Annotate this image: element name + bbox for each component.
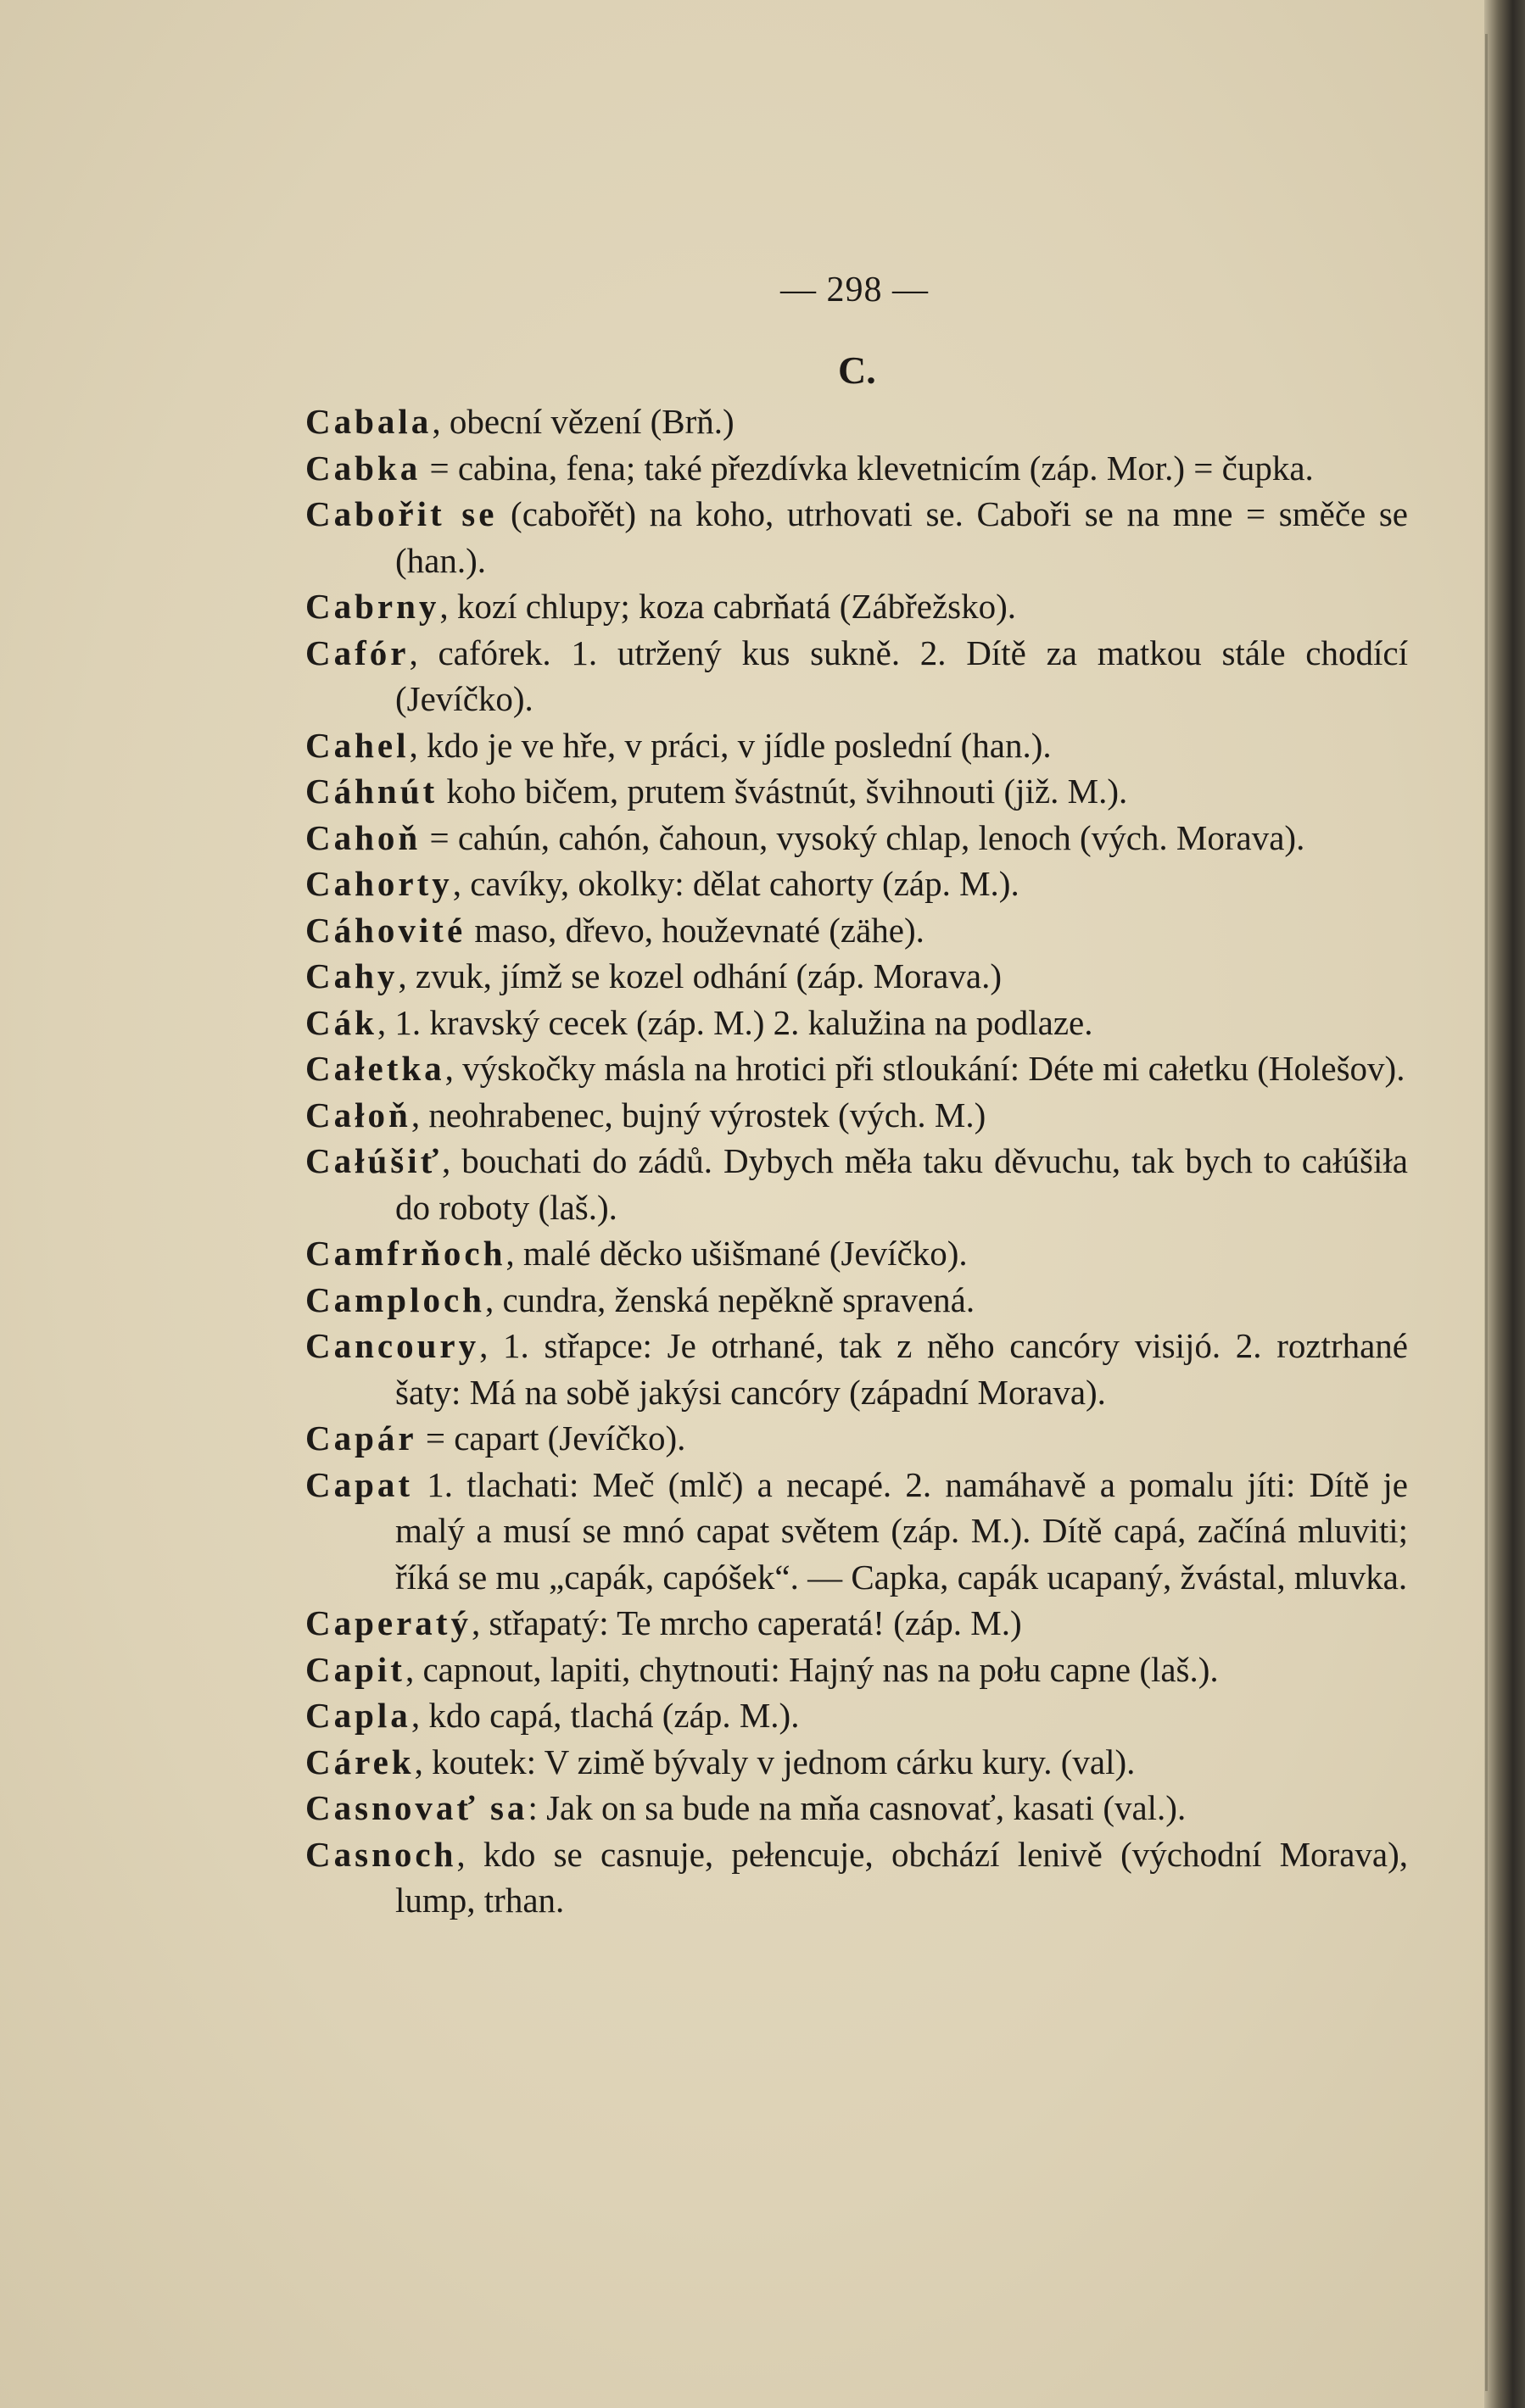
definition: , střapatý: Te mrcho caperatá! (záp. M.): [471, 1603, 1022, 1642]
headword: Camploch: [305, 1279, 485, 1319]
page-edge-line: [1485, 34, 1488, 2391]
dictionary-entry: [305, 1462, 1408, 1601]
dictionary-entry: [305, 1600, 1408, 1647]
headword: Cahel: [305, 725, 410, 765]
headword: Całúšiť: [305, 1141, 443, 1180]
definition: , kdo se casnuje, pełencuje, obchází lenivě (východní Morava), lump, trhan.: [395, 1834, 1408, 1920]
headword: Cárek: [305, 1742, 415, 1781]
headword: Cabrny: [305, 587, 440, 626]
definition: , zvuk, jímž se kozel odhání (záp. Morava.): [398, 956, 1002, 995]
dictionary-entry: [305, 1739, 1408, 1786]
definition: = capart (Jevíčko).: [416, 1419, 686, 1458]
dictionary-entry: [305, 953, 1408, 1000]
dictionary-entry: [305, 583, 1408, 630]
headword: Całetka: [305, 1049, 445, 1088]
definition: , obecní vězení (Brň.): [432, 402, 735, 441]
definition: , koutek: V zimě bývaly v jednom cárku kury. (val).: [414, 1742, 1136, 1781]
dictionary-entry: [305, 1785, 1408, 1831]
dictionary-entry: [305, 1045, 1408, 1092]
definition: , neohrabenec, bujný výrostek (vých. M.): [411, 1095, 986, 1134]
definition: , capnout, lapiti, chytnouti: Hajný nas na połu capne (laš.).: [405, 1649, 1219, 1689]
headword: Cáhnút: [305, 772, 439, 811]
dictionary-entry: [305, 1000, 1408, 1046]
headword: Cáhovité: [305, 910, 466, 950]
dictionary-entry: [305, 861, 1408, 907]
definition: , kozí chlupy; koza cabrňatá (Zábřežsko).: [439, 587, 1017, 626]
headword: Capla: [305, 1696, 411, 1735]
definition: , cundra, ženská nepěkně spravená.: [484, 1279, 975, 1319]
dictionary-entry: [305, 1092, 1408, 1139]
headword: Cahoň: [305, 817, 422, 857]
page-edge-shadow: [1484, 0, 1525, 2408]
definition: maso, dřevo, houževnaté (zähe).: [466, 910, 924, 950]
headword: Cabka: [305, 448, 422, 488]
section-letter: C.: [838, 348, 876, 392]
headword: Cahorty: [305, 864, 453, 903]
definition: (cabořět) na koho, utrhovati se. Caboři se na mne = směče se (han.).: [395, 494, 1408, 580]
headword: Capit: [305, 1649, 405, 1689]
dictionary-entry: [305, 630, 1408, 722]
headword: Całoň: [305, 1095, 411, 1134]
headword: Cafór: [305, 633, 410, 672]
headword: Camfrňoch: [305, 1234, 506, 1273]
definition: 1. tlachati: Meč (mlč) a necapé. 2. namáhavě a pomalu jíti: Dítě je malý a musí se mnó capat světem (záp. M.). Dítě capá, začíná mluviti; říká se mu „capák, capóšek“. — Capka, capák ucapaný, žvástal, mluvka.: [395, 1464, 1408, 1597]
dictionary-entry: [305, 1323, 1408, 1415]
definition: , malé děcko ušišmané (Jevíčko).: [506, 1234, 968, 1273]
dictionary-entry: [305, 1277, 1408, 1324]
dictionary-entry: [305, 445, 1408, 492]
dictionary-entry: [305, 491, 1408, 583]
headword: Casnoch: [305, 1834, 457, 1874]
definition: , 1. střapce: Je otrhané, tak z něho cancóry visijó. 2. roztrhané šaty: Má na sobě jakýsi cancóry (západní Morava).: [395, 1326, 1408, 1412]
dictionary-entry: [305, 1647, 1408, 1693]
dictionary-entry: [305, 1230, 1408, 1277]
dictionary-entry: [305, 1415, 1408, 1462]
dictionary-entry: [305, 722, 1408, 769]
dictionary-entry: [305, 768, 1408, 815]
dictionary-entry: [305, 1138, 1408, 1230]
definition: , 1. kravský cecek (záp. M.) 2. kalužina na podlaze.: [377, 1002, 1093, 1042]
definition: koho bičem, prutem švástnút, švihnouti (již. M.).: [438, 772, 1128, 811]
dictionary-entry: [305, 1692, 1408, 1739]
headword: Caperatý: [305, 1603, 472, 1642]
definition: , kdo je ve hře, v práci, v jídle poslední (han.).: [409, 725, 1052, 765]
definition: = cahún, cahón, čahoun, vysoký chlap, lenoch (vých. Morava).: [421, 817, 1305, 857]
headword: Cabořit se: [305, 494, 498, 533]
headword: Cabala: [305, 402, 433, 441]
dictionary-entry: [305, 1831, 1408, 1924]
headword: Capár: [305, 1419, 417, 1458]
headword: Cák: [305, 1002, 377, 1042]
headword: Cancoury: [305, 1326, 480, 1365]
page-number: — 298 —: [780, 270, 929, 309]
headword: Casnovať sa: [305, 1788, 528, 1827]
definition: , kdo capá, tlachá (záp. M.).: [411, 1696, 800, 1735]
definition: = cabina, fena; také přezdívka klevetnicím (záp. Mor.) = čupka.: [421, 448, 1314, 488]
headword: Cahy: [305, 956, 399, 995]
headword: Capat: [305, 1464, 414, 1504]
definition: , výskočky másla na hrotici při stloukání: Déte mi całetku (Holešov).: [444, 1049, 1405, 1088]
definition: : Jak on sa bude na mňa casnovať, kasati (val.).: [528, 1788, 1187, 1827]
dictionary-entry: [305, 815, 1408, 861]
definition: , cafórek. 1. utržený kus sukně. 2. Dítě za matkou stále chodící (Jevíčko).: [395, 633, 1408, 718]
definition: , bouchati do zádů. Dybych měła taku děvuchu, tak bych to całúšiła do roboty (laš.).: [395, 1141, 1408, 1227]
dictionary-entry: [305, 399, 1408, 445]
dictionary-entries: [305, 399, 1408, 1924]
definition: , cavíky, okolky: dělat cahorty (záp. M.).: [452, 864, 1019, 903]
dictionary-entry: [305, 907, 1408, 954]
